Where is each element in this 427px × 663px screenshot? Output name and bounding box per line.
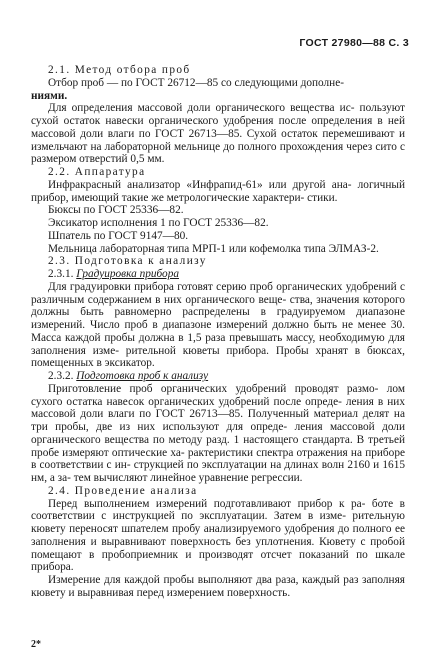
section-2-3-1-heading <box>31 268 405 281</box>
section-2-1-title: 2.1. Метод отбора проб <box>48 64 191 76</box>
section-2-1-paragraph: Для определения массовой доли органического вещества ис- пользуют сухой остаток навески органического удобрения после определения в ней массовой доли влаги по ГОСТ 26713—85. Сухой остаток перемешивают и измельчают на лабораторной мельнице до полного прохождения через сито с размером отверстий 0,5 мм. <box>31 102 405 166</box>
section-2-3-1-title: Градуировка прибора <box>76 268 179 280</box>
section-number: 2.3.2. <box>48 370 77 382</box>
section-2-1-line1: Отбор проб — по ГОСТ 26712—85 со следующими дополне- <box>48 76 344 89</box>
equipment-item: Эксикатор исполнения 1 по ГОСТ 25336—82. <box>48 217 269 229</box>
page-signature-mark: 2* <box>31 639 41 650</box>
section-2-3-title: 2.3. Подготовка к анализу <box>48 255 207 268</box>
section-2-3-2-paragraph: Приготовление проб органических удобрений проводят размо- лом сухого остатка навесок органических удобрений после опреде- ления в них массовой доли влаги по ГОСТ 26713—85. Полученный материал делят на три пробы, две из них используют для опреде- ления массовой доли органического вещества по методу разд. 1 настоящего стандарта. В третьей пробе измеряют оптические ха- рактеристики спектра отражения на приборе в соответствии с ин- струкцией по эксплуатации на длинах волн 2160 и 1615 нм, а за- тем вычисляют линейное уравнение регрессии. <box>31 382 405 484</box>
section-2-4-paragraph-1: Перед выполнением измерений подготавливают прибор к ра- боте в соответствии с инструкцией по эксплуатации. Затем в изме- рительную кювету переносят шпателем пробу анализируемого удобрения до полного ее заполнения и выравнивают поверхность без уплотнения. Кювету с пробой помещают в пробоприемник и производят отсчет показаний по шкале прибора. <box>31 497 405 574</box>
section-2-2-title: 2.2. Аппаратура <box>48 166 146 178</box>
section-2-3-1-paragraph: Для градуировки прибора готовят серию проб органических удобрений с различным содержанием в них органического веще- ства, значения которого должны быть равномерно распределены в градуируемом диапазоне измерений. Число проб в диапазоне измерений должно быть не менее 30. Масса каждой пробы должна в 1,5 раза превышать массу, необходимую для заполнения изме- рительной кюветы прибора. Пробы хранят в бюксах, помещенных в эксикатор. <box>31 280 405 370</box>
section-2-1-line2: ниями. <box>31 89 68 102</box>
section-number: 2.3.1. <box>48 268 77 280</box>
equipment-item: Бюксы по ГОСТ 25336—82. <box>48 204 184 217</box>
page-header: ГОСТ 27980—88 С. 3 <box>299 37 409 49</box>
section-2-2-paragraph: Инфракрасный анализатор «Инфрапид-61» или другой ана- логичный прибор, имеющий такие же метрологические характери- стики. <box>31 178 405 204</box>
equipment-item: Шпатель по ГОСТ 9147—80. <box>48 229 189 242</box>
section-2-3-2-title: Подготовка проб к анализу <box>76 370 209 382</box>
document-body <box>31 64 405 600</box>
section-2-4-paragraph-2: Измерение для каждой пробы выполняют два раза, каждый раз заполняя кювету и выравнивая перед измерением поверхность. <box>31 574 405 599</box>
section-2-3-2-heading <box>31 370 405 383</box>
equipment-item: Мельница лабораторная типа МРП-1 или кофемолка типа ЭЛМАЗ-2. <box>48 242 379 255</box>
section-2-4-title: 2.4. Проведение анализа <box>48 484 198 497</box>
